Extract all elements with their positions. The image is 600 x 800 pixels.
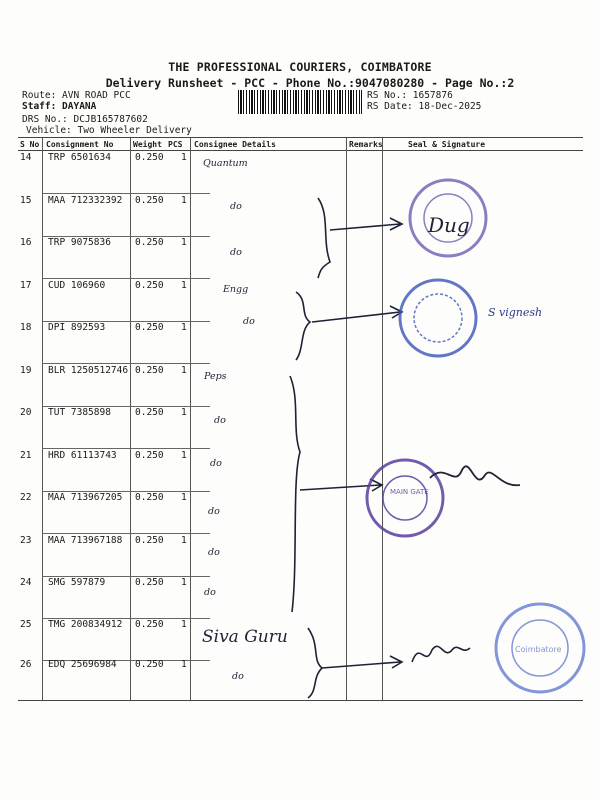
row-pcs: 1 <box>181 322 187 333</box>
rs-date: RS Date: 18-Dec-2025 <box>367 101 482 112</box>
seal-stamp <box>367 460 443 536</box>
row-pcs: 1 <box>181 577 187 588</box>
signature-text: Dug <box>428 213 470 237</box>
row-consignment: TMG 200834912 <box>48 619 123 630</box>
row-sno: 22 <box>20 492 32 503</box>
row-sno: 23 <box>20 535 32 546</box>
row-sno: 18 <box>20 322 32 333</box>
arrow-mark <box>312 306 402 322</box>
row-consignee-handwriting: do <box>208 547 220 558</box>
arrow-mark <box>330 218 402 230</box>
col-header-sno: S No <box>20 140 40 149</box>
brace-mark <box>308 628 322 698</box>
row-consignee-handwriting: do <box>230 201 242 212</box>
row-consignee-handwriting: Quantum <box>203 158 248 169</box>
row-consignee-handwriting: do <box>208 506 220 517</box>
row-consignment: TUT 7385898 <box>48 407 111 418</box>
row-weight: 0.250 <box>135 280 164 291</box>
row-consignment: MAA 713967188 <box>48 535 123 546</box>
row-consignee-handwriting: do <box>230 247 242 258</box>
row-consignment: SMG 597879 <box>48 577 106 588</box>
row-weight: 0.250 <box>135 322 164 333</box>
row-pcs: 1 <box>181 195 187 206</box>
row-sno: 20 <box>20 407 32 418</box>
row-weight: 0.250 <box>135 535 164 546</box>
stamp-text: Coimbatore <box>515 645 562 654</box>
row-sno: 15 <box>20 195 32 206</box>
row-consignment: TRP 9075836 <box>48 237 111 248</box>
row-weight: 0.250 <box>135 152 164 163</box>
row-weight: 0.250 <box>135 365 164 376</box>
row-consignment: EDQ 25696984 <box>48 659 117 670</box>
row-weight: 0.250 <box>135 619 164 630</box>
col-header-weight: Weight <box>133 140 162 149</box>
rs-number: RS No.: 1657876 <box>367 90 453 101</box>
row-weight: 0.250 <box>135 407 164 418</box>
brace-mark <box>296 292 310 360</box>
col-header-consignee: Consignee Details <box>194 140 276 149</box>
row-consignment: CUD 106960 <box>48 280 106 291</box>
row-pcs: 1 <box>181 280 187 291</box>
row-sno: 17 <box>20 280 32 291</box>
row-sno: 21 <box>20 450 32 461</box>
arrow-mark <box>322 656 402 668</box>
row-consignee-handwriting: do <box>243 316 255 327</box>
row-consignment: HRD 61113743 <box>48 450 117 461</box>
row-weight: 0.250 <box>135 577 164 588</box>
row-consignee-handwriting: do <box>232 671 244 682</box>
col-header-seal: Seal & Signature <box>408 140 486 149</box>
row-sno: 16 <box>20 237 32 248</box>
route-label: Route: AVN ROAD PCC <box>22 90 131 101</box>
row-consignment: TRP 6501634 <box>48 152 111 163</box>
signature-scribble <box>430 466 520 485</box>
row-consignee-handwriting: do <box>210 458 222 469</box>
row-weight: 0.250 <box>135 492 164 503</box>
row-sno: 25 <box>20 619 32 630</box>
row-pcs: 1 <box>181 407 187 418</box>
row-consignee-handwriting: Engg <box>223 284 249 295</box>
row-weight: 0.250 <box>135 659 164 670</box>
vehicle-label: Vehicle: Two Wheeler Delivery <box>26 125 192 136</box>
signature-scribble <box>412 646 470 662</box>
row-consignee-handwriting: do <box>214 415 226 426</box>
brace-mark <box>290 376 300 612</box>
row-consignee-handwriting: do <box>204 587 216 598</box>
row-weight: 0.250 <box>135 195 164 206</box>
row-consignee-handwriting: Siva Guru <box>202 627 288 647</box>
brace-mark <box>318 198 330 278</box>
document-title: THE PROFESSIONAL COURIERS, COIMBATORE <box>168 60 432 74</box>
row-consignment: BLR 1250512746 <box>48 365 129 376</box>
document-subtitle: Delivery Runsheet - PCC - Phone No.:9047080280 - Page No.:2 <box>105 76 515 90</box>
row-pcs: 1 <box>181 152 187 163</box>
row-sno: 24 <box>20 577 32 588</box>
row-pcs: 1 <box>181 450 187 461</box>
seal-stamp <box>400 280 476 356</box>
seal-stamp <box>496 604 584 692</box>
row-sno: 14 <box>20 152 32 163</box>
row-consignment: MAA 713967205 <box>48 492 123 503</box>
col-header-remarks: Remarks <box>349 140 383 149</box>
row-consignment: MAA 712332392 <box>48 195 123 206</box>
col-header-consignment: Consignment No <box>46 140 114 149</box>
staff-label: Staff: DAYANA <box>22 101 97 112</box>
row-sno: 26 <box>20 659 32 670</box>
row-pcs: 1 <box>181 492 187 503</box>
row-consignment: DPI 892593 <box>48 322 106 333</box>
row-pcs: 1 <box>181 365 187 376</box>
row-weight: 0.250 <box>135 450 164 461</box>
drs-number: DRS No.: DCJB165787602 <box>22 114 148 125</box>
col-header-pcs: PCS <box>168 140 183 149</box>
row-pcs: 1 <box>181 659 187 670</box>
row-pcs: 1 <box>181 237 187 248</box>
row-pcs: 1 <box>181 535 187 546</box>
stamp-text: MAIN GATE <box>390 488 429 496</box>
row-sno: 19 <box>20 365 32 376</box>
row-consignee-handwriting: Peps <box>204 371 227 382</box>
signature-text: S vignesh <box>488 306 543 319</box>
row-weight: 0.250 <box>135 237 164 248</box>
row-pcs: 1 <box>181 619 187 630</box>
